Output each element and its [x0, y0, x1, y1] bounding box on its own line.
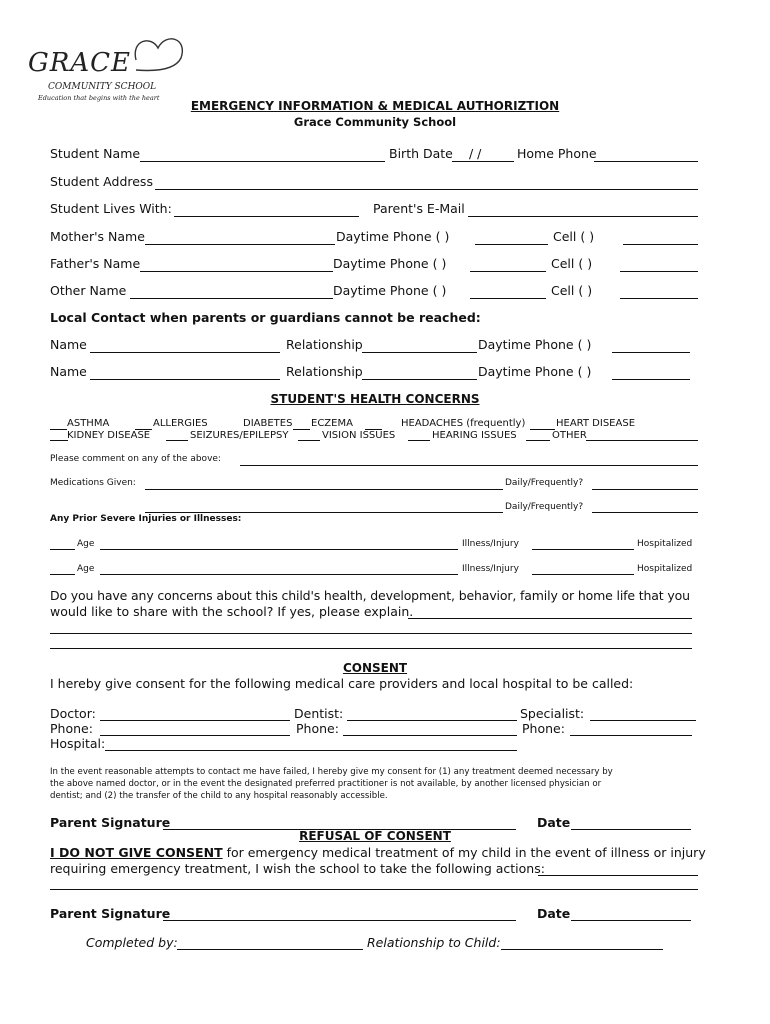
- consent-heading: CONSENT: [342, 661, 408, 675]
- contact1-name-field[interactable]: [90, 352, 280, 353]
- refusal-signature-field[interactable]: [163, 920, 516, 921]
- specialist-field[interactable]: [590, 720, 696, 721]
- concerns-field-1[interactable]: [408, 618, 692, 619]
- refusal-actions-field-1[interactable]: [538, 875, 698, 876]
- home-phone-label: Home Phone: [517, 146, 597, 161]
- other-cell-label: Cell ( ): [551, 283, 593, 298]
- vision-check[interactable]: [298, 440, 320, 441]
- refusal-lead: I DO NOT GIVE CONSENT: [50, 845, 223, 860]
- contact2-relationship-label: Relationship: [286, 364, 363, 379]
- vision-label: VISION ISSUES: [322, 430, 396, 441]
- consent-date-label: Date: [537, 815, 571, 830]
- consent-legal-1: In the event reasonable attempts to contact me have failed, I hereby give my consent for (1) any treatment deemed necessary by: [50, 767, 613, 777]
- health-heading: STUDENT'S HEALTH CONCERNS: [270, 392, 480, 406]
- diabetes-check[interactable]: [293, 429, 310, 430]
- contact1-daytime-field[interactable]: [612, 352, 690, 353]
- seizures-label: SEIZURES/EPILEPSY: [190, 430, 289, 441]
- mother-name-field[interactable]: [145, 244, 335, 245]
- refusal-text-2: requiring emergency treatment, I wish the school to take the following actions:: [50, 861, 545, 876]
- logo-tagline: Education that begins with the heart: [38, 94, 160, 102]
- daily-field-2[interactable]: [592, 512, 698, 513]
- relationship-to-child-field[interactable]: [501, 949, 663, 950]
- eczema-label: ECZEMA: [311, 418, 353, 429]
- contact2-name-label: Name: [50, 364, 87, 379]
- refusal-signature-label: Parent Signature: [50, 906, 171, 921]
- hearing-label: HEARING ISSUES: [432, 430, 517, 441]
- contact1-relationship-label: Relationship: [286, 337, 363, 352]
- school-logo: [28, 30, 188, 106]
- daily-label-1: Daily/Frequently?: [505, 478, 584, 488]
- diabetes-label: DIABETES: [243, 418, 293, 429]
- comment-field[interactable]: [240, 465, 698, 466]
- medications-field-2[interactable]: [145, 512, 503, 513]
- other-name-field[interactable]: [130, 298, 333, 299]
- other-daytime-label: Daytime Phone ( ): [333, 283, 447, 298]
- other-name-label: Other Name: [50, 283, 127, 298]
- birth-date-sep: / /: [469, 146, 482, 161]
- father-cell-field[interactable]: [620, 271, 698, 272]
- refusal-text-1: for emergency medical treatment of my child in the event of illness or injury: [222, 845, 706, 860]
- injury2-illness-label: Illness/Injury: [462, 564, 519, 574]
- mother-name-label: Mother's Name: [50, 229, 145, 244]
- daily-field-1[interactable]: [592, 489, 698, 490]
- completed-by-field[interactable]: [177, 949, 363, 950]
- injury2-age-label: Age: [77, 564, 95, 574]
- injuries-label: Any Prior Severe Injuries or Illnesses:: [50, 514, 242, 524]
- refusal-actions-field-2[interactable]: [50, 889, 698, 890]
- mother-daytime-field[interactable]: [475, 244, 548, 245]
- other-field[interactable]: [586, 440, 698, 441]
- injury1-age-field[interactable]: [100, 549, 458, 550]
- mother-cell-label: Cell ( ): [553, 229, 595, 244]
- specialist-phone-label: Phone:: [522, 721, 565, 736]
- student-address-field[interactable]: [155, 189, 698, 190]
- injury2-age-field[interactable]: [100, 574, 458, 575]
- student-name-label: Student Name: [50, 146, 141, 161]
- injury1-hospitalized-label: Hospitalized: [637, 539, 693, 549]
- headaches-label: HEADACHES (frequently): [401, 418, 526, 429]
- other-check[interactable]: [526, 440, 550, 441]
- completed-by-label: Completed by:: [86, 935, 178, 950]
- comment-label: Please comment on any of the above:: [50, 454, 221, 464]
- kidney-check[interactable]: [50, 440, 68, 441]
- specialist-phone-field[interactable]: [570, 735, 692, 736]
- father-cell-label: Cell ( ): [551, 256, 593, 271]
- refusal-heading: REFUSAL OF CONSENT: [299, 829, 451, 843]
- student-address-label: Student Address: [50, 174, 153, 189]
- consent-legal-2: the above named doctor, or in the event the designated preferred practitioner is not available, by another licensed physician or: [50, 779, 602, 789]
- dentist-phone-field[interactable]: [343, 735, 517, 736]
- injury1-illness-field[interactable]: [532, 549, 634, 550]
- doctor-phone-field[interactable]: [100, 735, 290, 736]
- refusal-date-field[interactable]: [571, 920, 691, 921]
- injury1-age-label: Age: [77, 539, 95, 549]
- consent-legal-3: dentist; and (2) the transfer of the child to any hospital reasonably accessible.: [50, 791, 388, 801]
- school-name: Grace Community School: [293, 115, 457, 129]
- medications-field-1[interactable]: [145, 489, 503, 490]
- concerns-field-2[interactable]: [50, 633, 692, 634]
- other-daytime-field[interactable]: [470, 298, 546, 299]
- injury2-hospitalized-label: Hospitalized: [637, 564, 693, 574]
- lives-with-field[interactable]: [174, 216, 359, 217]
- logo-sub: COMMUNITY SCHOOL: [48, 82, 157, 92]
- lives-with-label: Student Lives With:: [50, 201, 172, 216]
- seizures-check[interactable]: [166, 440, 188, 441]
- concerns-text-1: Do you have any concerns about this child's health, development, behavior, family or home life that you: [50, 588, 690, 603]
- contact1-daytime-label: Daytime Phone ( ): [478, 337, 592, 352]
- consent-intro: I hereby give consent for the following medical care providers and local hospital to be called:: [50, 676, 634, 691]
- injury2-illness-field[interactable]: [532, 574, 634, 575]
- dentist-field[interactable]: [347, 720, 517, 721]
- other-label: OTHER: [552, 430, 587, 441]
- contact2-relationship-field[interactable]: [362, 379, 477, 380]
- doctor-phone-label: Phone:: [50, 721, 93, 736]
- contact2-name-field[interactable]: [90, 379, 280, 380]
- kidney-label: KIDNEY DISEASE: [67, 430, 151, 441]
- consent-signature-label: Parent Signature: [50, 815, 171, 830]
- dentist-phone-label: Phone:: [296, 721, 339, 736]
- allergies-label: ALLERGIES: [153, 418, 208, 429]
- father-name-label: Father's Name: [50, 256, 141, 271]
- father-daytime-field[interactable]: [470, 271, 546, 272]
- refusal-line-1: [50, 845, 706, 860]
- hospital-field[interactable]: [105, 750, 517, 751]
- relationship-to-child-label: Relationship to Child:: [367, 935, 501, 950]
- father-daytime-label: Daytime Phone ( ): [333, 256, 447, 271]
- contact2-daytime-label: Daytime Phone ( ): [478, 364, 592, 379]
- concerns-field-3[interactable]: [50, 648, 692, 649]
- father-name-field[interactable]: [140, 271, 333, 272]
- injury1-illness-label: Illness/Injury: [462, 539, 519, 549]
- birth-date-field[interactable]: [452, 161, 514, 162]
- parent-email-label: Parent's E-Mail: [373, 201, 465, 216]
- asthma-check[interactable]: [50, 429, 67, 430]
- home-phone-field[interactable]: [594, 161, 698, 162]
- form-title: EMERGENCY INFORMATION & MEDICAL AUTHORIZTION: [190, 99, 560, 113]
- heart-disease-label: HEART DISEASE: [556, 418, 636, 429]
- student-name-field[interactable]: [140, 161, 385, 162]
- hearing-check[interactable]: [408, 440, 430, 441]
- mother-daytime-label: Daytime Phone ( ): [336, 229, 450, 244]
- injury2-age-check[interactable]: [50, 574, 75, 575]
- doctor-field[interactable]: [100, 720, 290, 721]
- birth-date-label: Birth Date: [389, 146, 453, 161]
- contact2-daytime-field[interactable]: [612, 379, 690, 380]
- medications-label: Medications Given:: [50, 478, 136, 488]
- other-cell-field[interactable]: [620, 298, 698, 299]
- mother-cell-field[interactable]: [623, 244, 698, 245]
- concerns-text-2: would like to share with the school? If yes, please explain.: [50, 604, 414, 619]
- parent-email-field[interactable]: [468, 216, 698, 217]
- dentist-label: Dentist:: [294, 706, 344, 721]
- injury1-age-check[interactable]: [50, 549, 75, 550]
- logo-name: GRACE: [28, 48, 131, 78]
- daily-label-2: Daily/Frequently?: [505, 502, 584, 512]
- hospital-label: Hospital:: [50, 736, 106, 751]
- doctor-label: Doctor:: [50, 706, 96, 721]
- heart-logo-icon: [126, 30, 206, 80]
- asthma-label: ASTHMA: [67, 418, 110, 429]
- specialist-label: Specialist:: [520, 706, 585, 721]
- contact1-relationship-field[interactable]: [362, 352, 477, 353]
- local-contact-heading: Local Contact when parents or guardians cannot be reached:: [50, 310, 481, 325]
- refusal-date-label: Date: [537, 906, 571, 921]
- contact1-name-label: Name: [50, 337, 87, 352]
